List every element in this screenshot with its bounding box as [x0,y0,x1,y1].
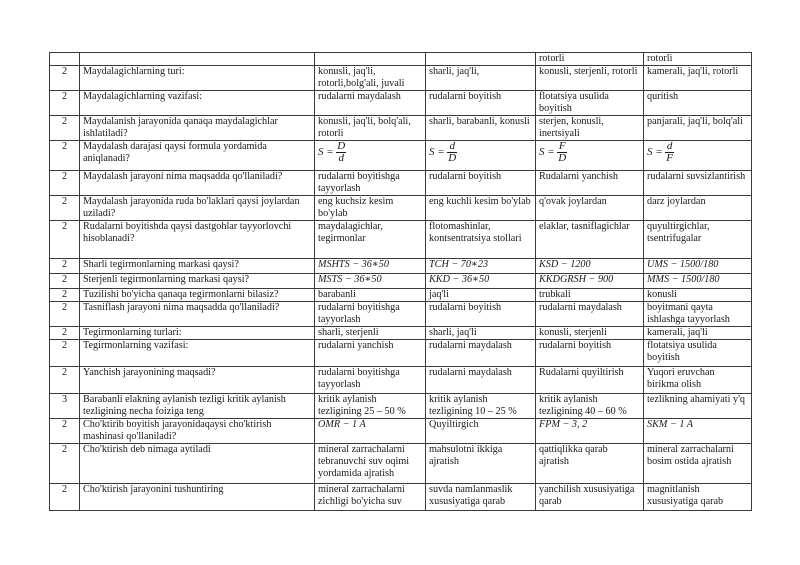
quiz-table [49,52,752,511]
answer-d: MMS − 1500/180 [644,274,752,289]
answer-d: mineral zarrachalarni bosim ostida ajratish [644,444,752,484]
answer-b: rudalarni boyitish [426,171,536,196]
answer-b: kritik aylanish tezligining 10 – 25 % [426,394,536,419]
answer-d: rotorli [644,53,752,66]
answer-d: rudalarni suvsizlantirish [644,171,752,196]
points-cell: 3 [50,394,80,419]
answer-c: trubkali [536,289,644,302]
answer-a: maydalagichlar, tegirmonlar [315,221,426,259]
answer-a: OMR − 1 A [315,419,426,444]
answer-a: mineral zarrachalarni tebranuvchi suv oqimi yordamida ajratish [315,444,426,484]
answer-b: TCH − 70∗23 [426,259,536,274]
question-cell: Maydalagichlarning vazifasi: [80,91,315,116]
question-cell: Maydalash jarayoni nima maqsadda qo'llaniladi? [80,171,315,196]
answer-c: rotorli [536,53,644,66]
table-row [50,394,752,419]
question-cell: Maydalagichlarning turi: [80,66,315,91]
table-row [50,444,752,484]
answer-c: FPM − 3, 2 [536,419,644,444]
answer-c: flotatsiya usulida boyitish [536,91,644,116]
question-cell: Tegirmonlarning turlari: [80,327,315,340]
points-cell: 2 [50,274,80,289]
answer-b: Quyiltirgich [426,419,536,444]
points-cell: 2 [50,141,80,171]
table-row [50,302,752,327]
answer-b: sharli, jaq'li [426,327,536,340]
points-cell: 2 [50,91,80,116]
table-row [50,340,752,367]
question-cell: Barabanli elakning aylanish tezligi kritik aylanish tezligining necha foiziga teng [80,394,315,419]
answer-d: magnitlanish xususiyatiga qarab [644,484,752,511]
answer-b: suvda namlanmaslik xususiyatiga qarab [426,484,536,511]
answer-b: sharli, jaq'li, [426,66,536,91]
fraction [336,141,346,164]
question-cell: Tuzilishi bo'yicha qanaqa tegirmonlarni bilasiz? [80,289,315,302]
points-cell: 2 [50,171,80,196]
answer-a: barabanli [315,289,426,302]
answer-a: MSHTS − 36∗50 [315,259,426,274]
answer-d: flotatsiya usulida boyitish [644,340,752,367]
table-row [50,221,752,259]
answer-d: Yuqori eruvchan birikma olish [644,367,752,394]
answer-c: sterjen, konusli, inertsiyali [536,116,644,141]
answer-c: konusli, sterjenli, rotorli [536,66,644,91]
numerator: d [666,140,673,152]
denominator: D [448,152,457,164]
answer-c: Rudalarni quyiltirish [536,367,644,394]
table-row [50,419,752,444]
fraction [665,141,674,164]
answer-c: qattiqlikka qarab ajratish [536,444,644,484]
answer-b: jaq'li [426,289,536,302]
points-cell: 2 [50,302,80,327]
answer-a: konusli, jaq'li, bolq'ali, rotorli [315,116,426,141]
table-row [50,484,752,511]
points-cell: 2 [50,196,80,221]
question-cell: Maydalash darajasi qaysi formula yordamida aniqlanadi? [80,141,315,171]
answer-c: KKDGRSH − 900 [536,274,644,289]
answer-c: q'ovak joylardan [536,196,644,221]
question-cell: Tegirmonlarning vazifasi: [80,340,315,367]
fraction [447,141,457,164]
question-cell: Sharli tegirmonlarning markasi qaysi? [80,259,315,274]
answer-b: rudalarni maydalash [426,367,536,394]
answer-d: quyultirgichlar, tsentrifugalar [644,221,752,259]
points-cell: 2 [50,419,80,444]
points-cell: 2 [50,259,80,274]
question-cell: Cho'ktirib boyitish jarayonidaqaysi cho'ktirish mashinasi qo'llaniladi? [80,419,315,444]
points-cell: 2 [50,289,80,302]
answer-d: panjarali, jaq'li, bolq'ali [644,116,752,141]
points-cell: 2 [50,221,80,259]
answer-a [315,141,426,171]
answer-c [536,141,644,171]
answer-b [426,141,536,171]
answer-d: konusli [644,289,752,302]
answer-d: UMS − 1500/180 [644,259,752,274]
answer-a: rudalarni yanchish [315,340,426,367]
answer-a: eng kuchsiz kesim bo'ylab [315,196,426,221]
answer-d: tezlikning ahamiyati y'q [644,394,752,419]
points-cell: 2 [50,444,80,484]
points-cell: 2 [50,484,80,511]
answer-d [644,141,752,171]
denominator: F [666,152,673,164]
answer-a: rudalarni boyitishga tayyorlash [315,367,426,394]
points-cell: 2 [50,340,80,367]
points-cell: 2 [50,327,80,340]
answer-a: rudalarni maydalash [315,91,426,116]
table-row [50,196,752,221]
table-row [50,66,752,91]
answer-d: SKM − 1 A [644,419,752,444]
question-cell: Sterjenli tegirmonlarning markasi qaysi? [80,274,315,289]
table-row [50,274,752,289]
answer-c: KSD − 1200 [536,259,644,274]
answer-d: quritish [644,91,752,116]
question-cell: Tasniflash jarayoni nima maqsadda qo'llaniladi? [80,302,315,327]
table-row [50,91,752,116]
answer-d: darz joylardan [644,196,752,221]
answer-c: rudalarni maydalash [536,302,644,327]
numerator: d [449,140,455,152]
question-cell: Cho'ktirish jarayonini tushuntiring [80,484,315,511]
formula-lhs: S = [647,145,663,158]
answer-c: konusli, sterjenli [536,327,644,340]
numerator: F [558,140,566,152]
denominator: d [336,152,346,164]
answer-b: eng kuchli kesim bo'ylab [426,196,536,221]
answer-b: flotomashinlar, kontsentratsiya stollari [426,221,536,259]
answer-b: rudalarni maydalash [426,340,536,367]
formula-lhs: S = [318,145,334,158]
table-row [50,53,752,66]
table-row [50,116,752,141]
answer-b: mahsulotni ikkiga ajratish [426,444,536,484]
answer-a: konusli, jaq'li, rotorli,bolg'ali, juvali [315,66,426,91]
formula-lhs: S = [429,145,445,158]
answer-d: boyitmani qayta ishlashga tayyorlash [644,302,752,327]
points-cell: 2 [50,66,80,91]
table-row [50,289,752,302]
answer-a: rudalarni boyitishga tayyorlash [315,302,426,327]
question-cell: Maydalash jarayonida ruda bo'laklari qaysi joylardan uziladi? [80,196,315,221]
answer-a: rudalarni boyitishga tayyorlash [315,171,426,196]
numerator: D [337,140,346,152]
answer-c: Rudalarni yanchish [536,171,644,196]
question-cell: Rudalarni boyitishda qaysi dastgohlar tayyorlovchi hisoblanadi? [80,221,315,259]
points-cell: 2 [50,367,80,394]
question-cell: Yanchish jarayonining maqsadi? [80,367,315,394]
table-row [50,327,752,340]
table-row [50,259,752,274]
table-row [50,141,752,171]
answer-a: mineral zarrachalarni zichligi bo'yicha suv [315,484,426,511]
answer-b: rudalarni boyitish [426,91,536,116]
answer-a: MSTS − 36∗50 [315,274,426,289]
answer-a: sharli, sterjenli [315,327,426,340]
question-cell: Maydalanish jarayonida qanaqa maydalagichlar ishlatiladi? [80,116,315,141]
formula-lhs: S = [539,145,555,158]
answer-b: KKD − 36∗50 [426,274,536,289]
answer-d: kamerali, jaq'li [644,327,752,340]
question-cell: Cho'ktirish deb nimaga aytiladi [80,444,315,484]
answer-c: rudalarni boyitish [536,340,644,367]
answer-c: elaklar, tasniflagichlar [536,221,644,259]
table-row [50,367,752,394]
table-row [50,171,752,196]
points-cell: 2 [50,116,80,141]
answer-b: rudalarni boyitish [426,302,536,327]
answer-c: kritik aylanish tezligining 40 – 60 % [536,394,644,419]
fraction [557,141,567,164]
answer-d: kamerali, jaq'li, rotorli [644,66,752,91]
answer-c: yanchilish xususiyatiga qarab [536,484,644,511]
denominator: D [558,152,567,164]
answer-a: kritik aylanish tezligining 25 – 50 % [315,394,426,419]
answer-b: sharli, barabanli, konusli [426,116,536,141]
